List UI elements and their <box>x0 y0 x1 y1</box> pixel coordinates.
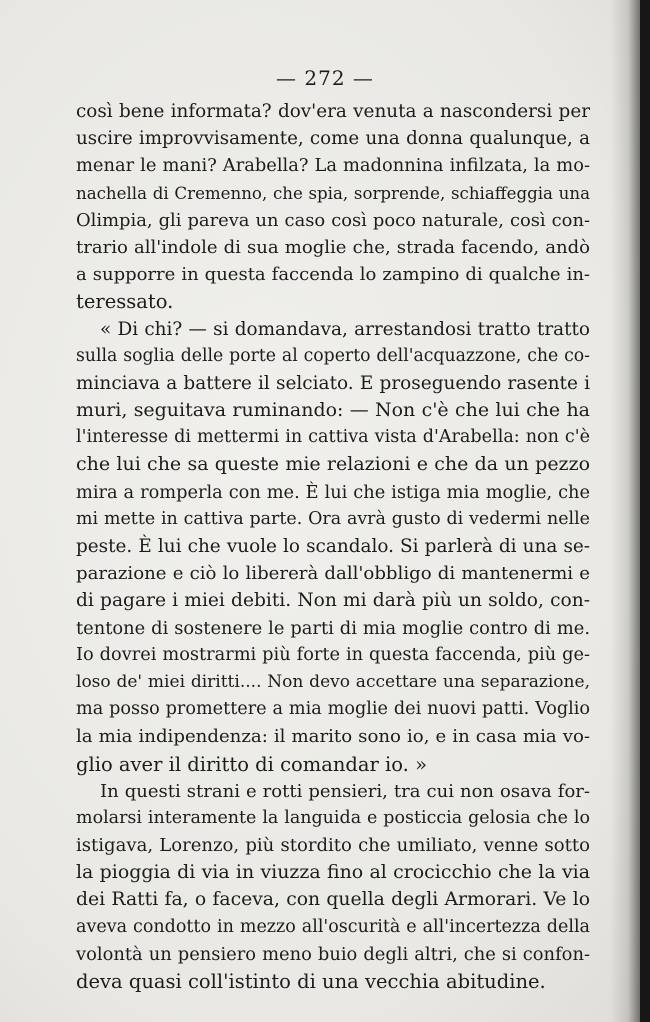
text-line: la pioggia di via in viuzza fino al crocicchio che la via <box>76 861 590 884</box>
text-line: uscire improvvisamente, come una donna qualunque, a <box>76 128 590 150</box>
text-line: deva quasi coll'istinto di una vecchia abitudine. <box>76 970 546 993</box>
text-line: loso de' miei diritti.... Non devo accettare una separazione, <box>76 671 590 692</box>
body-text <box>76 98 590 995</box>
text-line: Olimpia, gli pareva un caso così poco naturale, così con- <box>76 209 590 231</box>
text-line: In questi strani e rotti pensieri, tra cui non osava for- <box>100 780 590 802</box>
text-line: dei Ratti fa, o faceva, con quella degli Armorari. Ve lo <box>76 889 590 911</box>
text-line: mi mette in cattiva parte. Ora avrà gusto di vedermi nelle <box>76 508 590 529</box>
text-line: che lui che sa queste mie relazioni e che da un pezzo <box>76 453 590 476</box>
text-line: menar le mani? Arabella? La madonnina infilzata, la mo- <box>76 155 590 177</box>
text-line: glio aver il diritto di comandar io. » <box>76 752 427 776</box>
text-line: mira a romperla con me. È lui che istiga mia moglie, che <box>76 481 590 503</box>
text-line: teressato. <box>76 290 174 314</box>
text-line: la mia indipendenza: il marito sono io, e in casa mia vo- <box>76 726 590 748</box>
text-line: ma posso promettere a mia moglie dei nuovi patti. Voglio <box>76 699 590 720</box>
text-line: così bene informata? dov'era venuta a nascondersi per <box>76 101 590 122</box>
page-number: — 272 — <box>276 66 374 90</box>
text-line: « Di chi? — si domandava, arrestandosi tratto tratto <box>100 318 590 340</box>
text-line: sulla soglia delle porte al coperto dell'acquazzone, che co- <box>76 345 590 366</box>
text-line: l'interesse di mettermi in cattiva vista d'Arabella: non c'è <box>76 427 590 448</box>
text-line: minciava a battere il selciato. E proseguendo rasente i <box>76 372 590 394</box>
text-line: peste. È lui che vuole lo scandalo. Si parlerà di una se- <box>76 536 590 557</box>
text-line: trario all'indole di sua moglie che, strada facendo, andò <box>76 236 590 258</box>
book-spine-edge <box>640 0 650 1022</box>
text-line: parazione e ciò lo libererà dall'obbligo di mantenermi e <box>76 563 590 585</box>
text-line: nachella di Cremenno, che spia, sorprende, schiaffeggia una <box>76 183 590 203</box>
text-line: muri, seguitava ruminando: — Non c'è che lui che ha <box>76 399 590 422</box>
text-line: di pagare i miei debiti. Non mi darà più un soldo, con- <box>76 590 590 612</box>
text-line: molarsi interamente la languida e posticcia gelosia che lo <box>76 807 590 828</box>
text-line: aveva condotto in mezzo all'oscurità e all'incertezza della <box>76 916 590 937</box>
text-line: tentone di sostenere le parti di mia moglie contro di me. <box>76 617 590 639</box>
text-line: volontà un pensiero meno buio degli altri, che si confon- <box>76 943 590 965</box>
text-line: istigava, Lorenzo, più stordito che umiliato, venne sotto <box>76 835 590 857</box>
text-line: Io dovrei mostrarmi più forte in questa faccenda, più ge- <box>76 644 590 665</box>
text-line: a supporre in questa faccenda lo zampino di qualche in- <box>76 264 590 286</box>
